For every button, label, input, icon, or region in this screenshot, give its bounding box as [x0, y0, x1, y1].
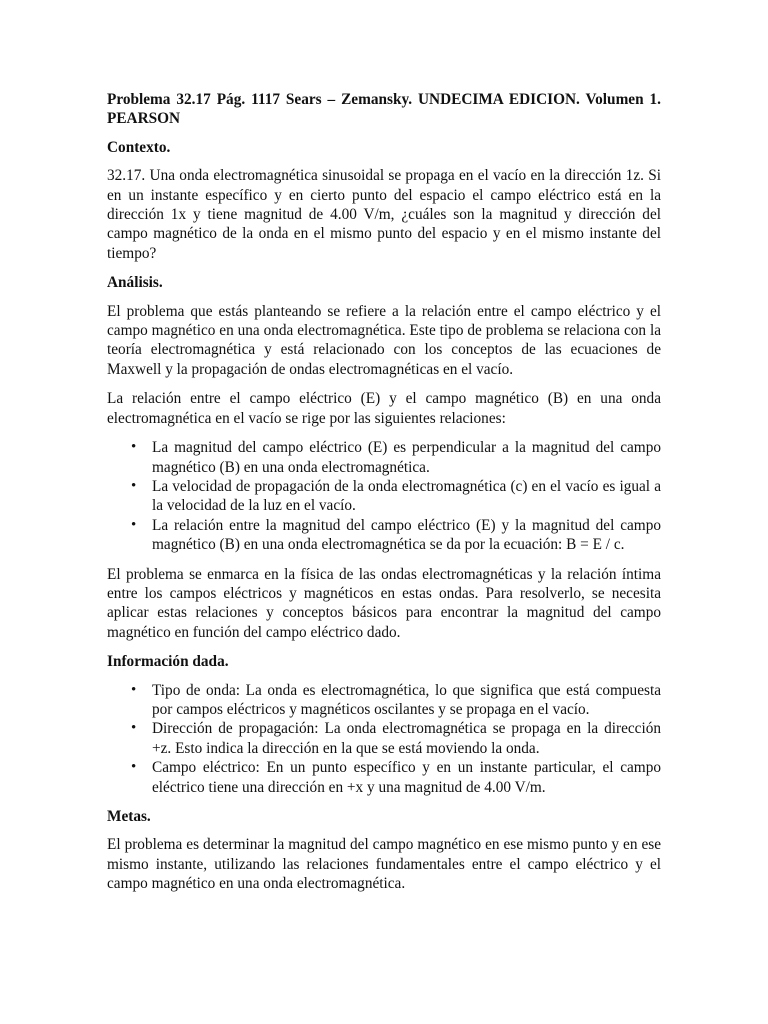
list-item-text: Campo eléctrico: En un punto específico y en un instante particular, el campo eléctrico tiene una dirección en +x y una magnitud de 4.00 V/m. — [152, 759, 661, 796]
heading-contexto: Contexto. — [107, 138, 171, 156]
list-item — [107, 719, 661, 758]
metas-paragraph: El problema es determinar la magnitud del campo magnético en ese mismo punto y en ese mismo instante, utilizando las relaciones fundamentales entre el campo eléctrico y el campo magnético en una onda electromagnética. — [107, 836, 661, 893]
analisis-paragraph-2: La relación entre el campo eléctrico (E) y el campo magnético (B) en una onda electromagnética en el vacío se rige por las siguientes relaciones: — [107, 390, 661, 427]
list-item — [107, 681, 661, 720]
list-item — [107, 438, 661, 477]
bullet-icon: • — [131, 759, 137, 776]
bullet-icon: • — [131, 439, 137, 456]
analisis-bullet-list — [107, 438, 661, 554]
document-page — [107, 90, 661, 904]
list-item-text: Tipo de onda: La onda es electromagnética, lo que significa que está compuesta por campos eléctricos y magnéticos oscilantes y se propaga en el vacío. — [152, 681, 661, 718]
contexto-paragraph: 32.17. Una onda electromagnética sinusoidal se propaga en el vacío en la dirección 1z. Si en un instante específico y en cierto punto del espacio el campo eléctrico está en la dirección 1x y tiene magnitud de 4.00 V/m, ¿cuáles son la magnitud y dirección del campo magnético de la onda en el mismo punto del espacio y en el mismo instante del tiempo? — [107, 167, 661, 262]
heading-analisis: Análisis. — [107, 274, 163, 292]
heading-metas: Metas. — [107, 808, 151, 825]
list-item — [107, 516, 661, 555]
list-item — [107, 758, 661, 797]
bullet-icon: • — [131, 720, 137, 737]
bullet-icon: • — [131, 477, 137, 494]
list-item — [107, 477, 661, 516]
informacion-bullet-list — [107, 681, 661, 797]
list-item-text: La magnitud del campo eléctrico (E) es perpendicular a la magnitud del campo magnético (B) en una onda electromagnética. — [152, 439, 661, 476]
document-title: Problema 32.17 Pág. 1117 Sears – Zemansky. UNDECIMA EDICION. Volumen 1. PEARSON — [107, 91, 661, 128]
analisis-paragraph-3: El problema se enmarca en la física de las ondas electromagnéticas y la relación íntima entre los campos eléctricos y magnéticos en estas ondas. Para resolverlo, se necesita aplicar estas relaciones y conceptos básicos para encontrar la magnitud del campo magnético en función del campo eléctrico dado. — [107, 565, 661, 641]
list-item-text: La velocidad de propagación de la onda electromagnética (c) en el vacío es igual a la velocidad de la luz en el vacío. — [152, 477, 661, 515]
analisis-paragraph-1: El problema que estás planteando se refiere a la relación entre el campo eléctrico y el campo magnético en una onda electromagnética. Este tipo de problema se relaciona con la teoría electromagnética y está relacionado con los conceptos de las ecuaciones de Maxwell y la propagación de ondas electromagnéticas en el vacío. — [107, 302, 661, 378]
heading-informacion: Información dada. — [107, 653, 229, 671]
list-item-text: Dirección de propagación: La onda electromagnética se propaga en la dirección +z. Esto indica la dirección en la que se está moviendo la onda. — [152, 720, 661, 757]
bullet-icon: • — [131, 516, 137, 533]
bullet-icon: • — [131, 681, 137, 698]
list-item-text: La relación entre la magnitud del campo eléctrico (E) y la magnitud del campo magnético (B) en una onda electromagnética se da por la ecuación: B = E / c. — [152, 516, 661, 554]
